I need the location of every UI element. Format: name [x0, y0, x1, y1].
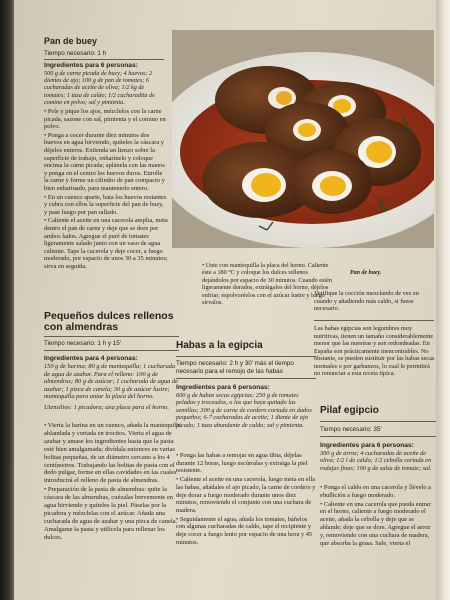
ingredients-list: 600 g de habas secas egipcias; 250 g de tomates pelados y troceados, o las que haya quitado las semillas; 300 g de carne de cordero cortada en dados pequeños; 6-7 cucharadas de aceite; 1 diente de ajo picado; 1 taza abundante de caldo; sal y pimienta. [176, 392, 312, 429]
tip-note: Las habas egipcias son legumbres muy nutritivas, tienen un tamaño considerablemente menor que las nuestras y son redondeadas. En España son prácticamente inencontrables. No obstante, se pueden sustituir por las habas secas normales o por garbanzos, lo cual le permitirá no renunciar a esta receta típica. [314, 325, 435, 377]
ingredients-heading: Ingredientes para 6 personas: [44, 62, 138, 69]
photo-caption: Pan de buey. [350, 270, 382, 276]
ingredients-list: 500 g de carne picada de buey; 4 huevos; 2 dientes de ajo; 100 g de pan de tomates; 6 cucharadas de aceite de oliva; 1/2 kg de tomates; 1 taza de caldo; 1/2 cucharadita de comino en polvo; sal y pimienta. [44, 70, 155, 106]
ingredients-heading: Ingredientes para 6 personas: [176, 384, 270, 391]
recipe-photo [172, 30, 434, 248]
divider [320, 436, 438, 437]
recipe-steps [44, 422, 184, 543]
ingredients-list: 300 g de arroz; 4 cucharadas de aceite de oliva; 1/2 l de caldo; 1/2 cebolla cortada en rodajas finas; 100 g de salsa de tomate; sal. [320, 450, 432, 472]
page-edge [436, 0, 450, 600]
recipe-time: Tiempo necesario: 2 h y 30' más el tiempo necesario para el remojo de las habas [176, 360, 294, 375]
ingredients-list: 150 g de harina; 80 g de mantequilla; 1 cucharada de agua de azahar. Para el relleno: 100 g de almendras; 80 g de azúcar; 1 cucharada de agua de azahar; 1 pizca de canela; 30 g de azúcar lustre; mantequilla para untar la placa del horno. [44, 363, 179, 401]
recipe-step: • Caliente el aceite en una cacerola amplia, meta dentro el pan de carne y deje que se dore por ambos lados. Agregue el puré de tomates ligeramente salado junto con un vaso de agua caliente. Tape la cacerola y deje cocer, a fuego moderado, por espacio de unos 30 a 35 minutos; sirva en seguida. [44, 217, 168, 270]
recipe-steps [44, 108, 168, 271]
recipe-steps [320, 484, 436, 548]
recipe-step: • Ponga las habas a remojar en agua tibia, déjelas durante 12 horas, luego escúrralas y extraiga la piel resistente. [176, 452, 308, 475]
divider [44, 59, 164, 60]
divider [314, 320, 434, 321]
recipe-time: Tiempo necesario: 1 h y 15' [44, 340, 121, 347]
recipe-step: • Caliente en una cacerola que pueda entrar en el horno, caliente a fuego moderado el aceite, añada la cebolla y deje que se ablande; deje que se dore. Agregue el arroz y, removiendo con una cuchara de madera, que absorba la grasa. Sale, vierta el [320, 500, 431, 547]
recipe-title: Pilaf egipcio [320, 405, 379, 416]
recipe-step: • Ponga a cocer durante diez minutos dos huevos en agua hirviendo, quíteles la cáscara y déjelos enteros. Extienda un lienzo sobre la superficie de trabajo, enharínelo y coloque encima la carne picada; aplánela con las manos y ponga en el centro los huevos duros. Enrolle la carne y forme un cilindro de pan compacto y bien enharinado, para mantenerlo entero. [44, 131, 165, 192]
recipe-step: • Unte con mantequilla la placa del horno. Caliente éste a 180 °C y coloque los dulces rellenos dejándolos por espacio de 30 minutos. Cuando estén ligeramente dorados, extráigalos del horno, déjelos enfriar, espolvoréelos con el azúcar lustre y luego sírvalos. [202, 262, 332, 307]
divider [44, 350, 179, 351]
book-page [14, 0, 450, 600]
ingredients-heading: Ingredientes para 4 personas: [44, 355, 138, 362]
recipe-step: • Ponga el caldo en una cacerola y llévelo a ebullición a fuego moderado. [320, 484, 432, 499]
divider [320, 421, 438, 422]
recipe-time: Tiempo necesario: 1 h [44, 50, 107, 57]
recipe-step: • Pele y pique los ajos, mézclelos con la carne picada, sazone con sal, pimienta y el comino en polvo. [44, 108, 166, 131]
ingredients-heading: Ingredientes para 6 personas: [320, 442, 414, 449]
recipe-time: Tiempo necesario: 35' [320, 426, 382, 433]
meatloaf-photo [172, 30, 434, 248]
recipe-steps [176, 452, 318, 547]
recipe-step: • Preparación de la pasta de almendras: quite la cáscara de las almendras, cuézalas brevemente en agua hirviendo y quíteles la piel. Páselas por la picadora y mézclelas con el azúcar. Añada una cucharada de agua de azahar y una pizca de canela. Amalgame la pasta y utilícela para rellenar los dulces. [44, 486, 178, 541]
recipe-step: • En un cuenco aparte, bata los huevos restantes y cubra con ellos la superficie del pan de buey, y pase luego por pan rallado. [44, 193, 167, 216]
recipe-step: • Seguidamente el agua, añada los tomates, báñelos con algunas cucharadas de caldo, tape el recipiente y deje cocer a fuego lento por espacio de una hora y 45 minutos. [176, 515, 313, 546]
recipe-title: Pequeños dulces rellenos con almendras [44, 310, 174, 333]
recipe-title: Habas a la egipcia [176, 340, 263, 351]
recipe-step: • Caliente el aceite en una cacerola, luego meta en ella las habas, añádales el ajo picado, la carne de cordero y deje dorar a fuego moderado durante unos diez minutos, removiendo el conjunto con una cuchara de madera. [176, 476, 316, 514]
divider [176, 378, 316, 379]
divider [44, 336, 179, 337]
utensils: Utensilios: 1 picadora; una placa para el horno. [44, 404, 169, 411]
divider [176, 356, 316, 357]
recipe-step: • Vierta la harina en un cuenco, añada la mantequilla ablandada y cortada en trocitos. Vierta el agua de azahar y amase los ingredientes hasta que la pasta esté bien amalgamada; divídala entonces en varias bolitas pequeñas, de un diámetro cercano a los 4 centímetros. Trabajando las bolitas de pasta con el dedo pulgar, forme en ellas cavidades en las cuales introducirá el relleno de pasta de almendras. [44, 422, 181, 485]
recipe-title: Pan de buey [44, 36, 98, 46]
cooking-note: Verifique la cocción mezclando de vez en cuando y añadiendo más caldo, si fuese necesario. [314, 290, 419, 312]
